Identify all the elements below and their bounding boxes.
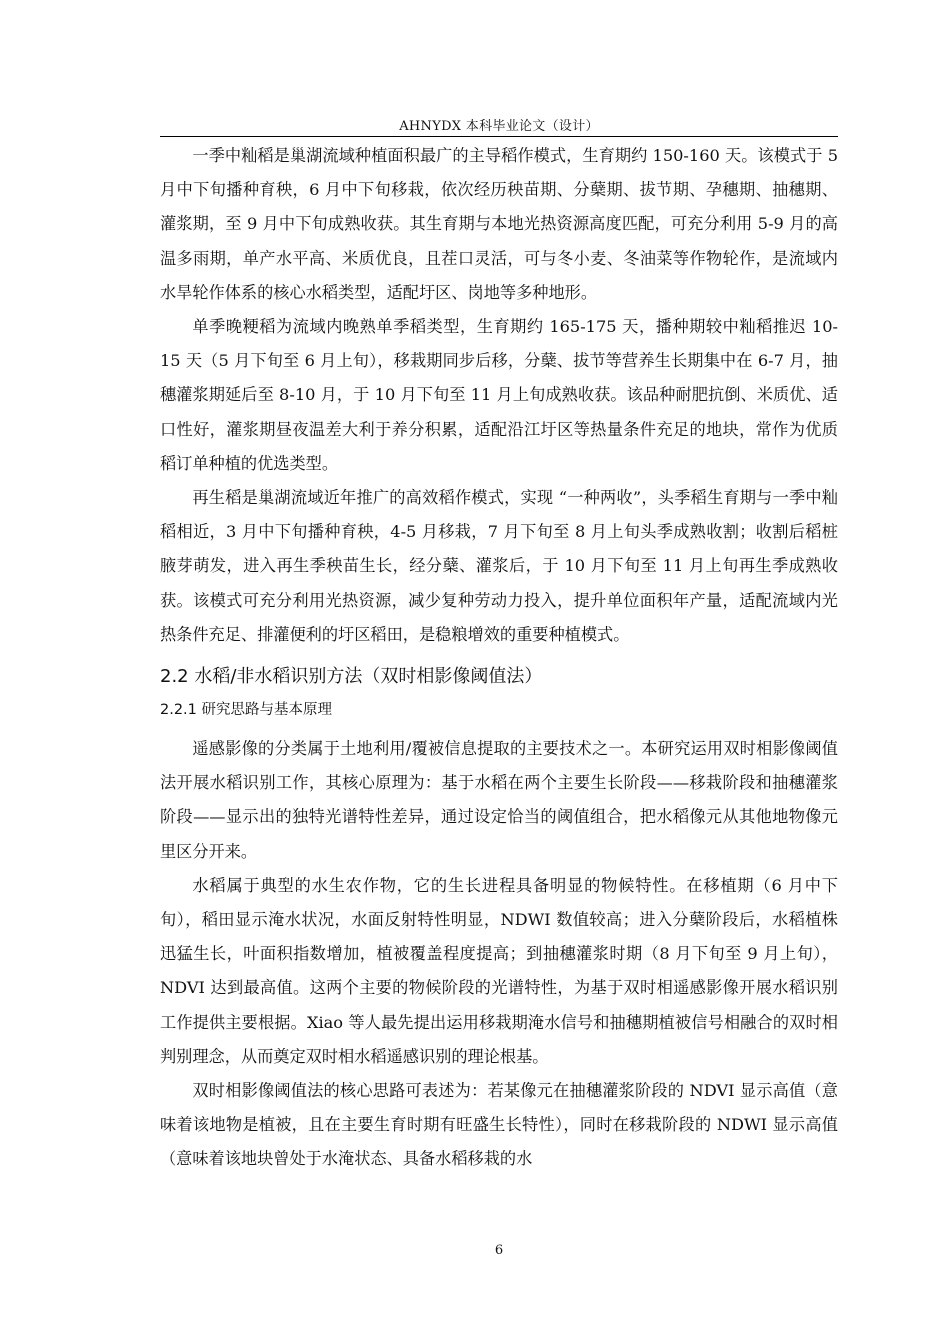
paragraph-indica-rice: 一季中籼稻是巢湖流域种植面积最广的主导稻作模式，生育期约 150-160 天。该模式于 5 月中下旬播种育秧，6 月中下旬移栽，依次经历秧苗期、分蘖期、拔节期、孕穗期、抽穗期、灌浆期，至 9 月中下旬成熟收获。其生育期与本地光热资源高度匹配，可充分利用 5-9 月的高温多雨期，单产水平高、米质优良，且茬口灵活，可与冬小麦、冬油菜等作物轮作，是流域内水旱轮作体系的核心水稻类型，适配圩区、岗地等多种地形。 [160, 146, 838, 302]
page-number: 6 [494, 1243, 504, 1258]
paragraph-ratoon-rice: 再生稻是巢湖流域近年推广的高效稻作模式，实现 “一种两收”，头季稻生育期与一季中籼稻相近，3 月中下旬播种育秧，4-5 月移栽，7 月下旬至 8 月上旬头季成熟收割；收割后稻桩腋芽萌发，进入再生季秧苗生长，经分蘖、灌浆后，于 10 月下旬至 11 月上旬再生季成熟收获。该模式可充分利用光热资源，减少复种劳动力投入，提升单位面积年产量，适配流域内光热条件充足、排灌便利的圩区稻田，是稳粮增效的重要种植模式。 [160, 488, 838, 644]
paragraph-japonica-rice: 单季晚粳稻为流域内晚熟单季稻类型，生育期约 165-175 天，播种期较中籼稻推迟 10-15 天（5 月下旬至 6 月上旬），移栽期同步后移，分蘖、拔节等营养生长期集中在 6-7 月，抽穗灌浆期延后至 8-10 月，于 10 月下旬至 11 月上旬成熟收获。该品种耐肥抗倒、米质优、适口性好，灌浆期昼夜温差大利于养分积累，适配沿江圩区等热量条件充足的地块，常作为优质稻订单种植的优选类型。 [160, 317, 838, 473]
running-header: AHNYDX 本科毕业论文（设计） [399, 119, 599, 134]
paragraph-threshold-method: 双时相影像阈值法的核心思路可表述为：若某像元在抽穗灌浆阶段的 NDVI 显示高值（意味着该地物是植被，且在主要生育时期有旺盛生长特性），同时在移栽阶段的 NDWI 显示高值（意味着该地块曾处于水淹状态、具备水稻移栽的水 [160, 1081, 838, 1169]
paragraph-classification-principle: 遥感影像的分类属于土地利用/覆被信息提取的主要技术之一。本研究运用双时相影像阈值法开展水稻识别工作，其核心原理为：基于水稻在两个主要生长阶段——移栽阶段和抽穗灌浆阶段——显示出的独特光谱特性差异，通过设定恰当的阈值组合，把水稻像元从其他地物像元里区分开来。 [160, 739, 838, 861]
body-text [160, 139, 838, 1177]
paragraph-phenology: 水稻属于典型的水生农作物，它的生长进程具备明显的物候特性。在移植期（6 月中下旬），稻田显示淹水状况，水面反射特性明显，NDWI 数值较高；进入分蘖阶段后，水稻植株迅猛生长，叶面积指数增加，植被覆盖程度提高；到抽穗灌浆时期（8 月下旬至 9 月上旬），NDVI 达到最高值。这两个主要的物候阶段的光谱特性，为基于双时相遥感影像开展水稻识别工作提供主要根据。Xiao 等人最先提出运用移栽期淹水信号和抽穗期植被信号相融合的双时相判别理念，从而奠定双时相水稻遥感识别的理论根基。 [160, 875, 838, 1066]
section-heading: 2.2 水稻/非水稻识别方法（双时相影像阈值法） [160, 666, 543, 688]
header-rule [160, 136, 838, 137]
subsection-heading: 2.2.1 研究思路与基本原理 [160, 702, 333, 719]
